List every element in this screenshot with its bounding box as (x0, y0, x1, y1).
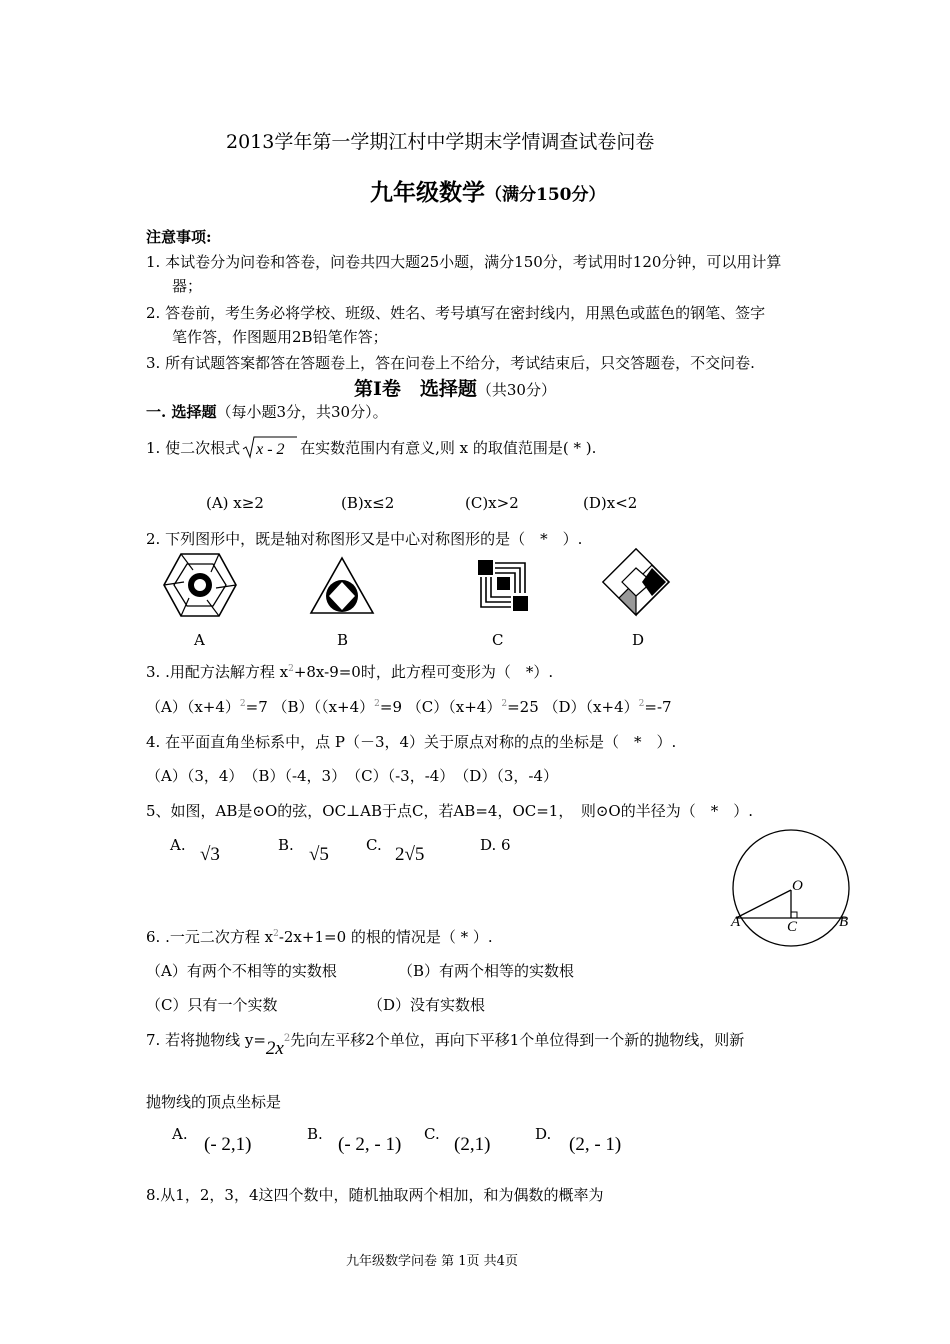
q6-option-b: （B）有两个相等的实数根 (398, 962, 575, 980)
figure-d-diamond (602, 548, 670, 616)
notice-item-1: 1. 本试卷分为问卷和答卷，问卷共四大题25小题，满分150分，考试用时120分钟，可以用计算 (146, 253, 782, 271)
circle-label-b: B (839, 914, 849, 930)
q3-option-c: （C）（x+4） (406, 698, 502, 716)
figure-b-triangle (310, 557, 374, 617)
q3-option-d: （D）（x+4） (543, 698, 639, 716)
q7-line-2: 抛物线的顶点坐标是 (146, 1093, 282, 1111)
q7-option-d-value: (2, - 1) (569, 1134, 622, 1155)
exam-title: 2013学年第一学期江村中学期末学情调查试卷问卷 (226, 131, 655, 153)
circle-label-c: C (787, 919, 798, 935)
q6-text-a: 6. .一元二次方程 x (146, 928, 274, 946)
q1-radicand: x - 2 (256, 441, 285, 458)
q4-options: （A）（3，4） （B）（-4，3） （C）（-3，-4） （D）（3，-4） (146, 767, 558, 785)
q1-radical (242, 439, 298, 459)
q3-sup: 2 (288, 664, 294, 674)
q3-options (146, 696, 672, 717)
q7-expr: 2x (265, 1038, 284, 1059)
question-6 (146, 926, 493, 947)
q7-option-b: B. (307, 1125, 323, 1143)
section-title-text: 第Ⅰ卷 选择题 (354, 378, 477, 400)
q3-sup-b: 2 (374, 699, 380, 709)
q3-sup-a: 2 (239, 699, 246, 709)
q6-option-a: （A）有两个不相等的实数根 (146, 962, 337, 980)
q1-option-a: (A) x≥2 (206, 494, 264, 512)
q1-option-d: (D)x<2 (583, 494, 638, 512)
q3-option-a-end: =7 (245, 698, 268, 716)
q1-prefix: 1. 使二次根式 (146, 439, 241, 457)
q7-option-a-value: (- 2,1) (204, 1134, 252, 1155)
question-4: 4. 在平面直角坐标系中，点 P（－3，4）关于原点对称的点的坐标是（ * ）. (146, 733, 677, 751)
q5-option-b: B. (278, 836, 294, 854)
q5-option-d: D. 6 (480, 836, 511, 854)
q5-option-a-value: √3 (200, 844, 220, 865)
q7-option-d: D. (535, 1125, 552, 1143)
notice-heading: 注意事项: (146, 228, 212, 246)
section-title (354, 374, 556, 401)
q7-option-c-value: (2,1) (454, 1134, 491, 1155)
question-7 (146, 1029, 745, 1059)
question-3 (146, 661, 553, 682)
q2-label-b: B (337, 631, 349, 649)
q7-option-b-value: (- 2, - 1) (338, 1134, 402, 1155)
q7-option-a: A. (172, 1125, 188, 1143)
q7-suffix: 先向左平移2个单位，再向下平移1个单位得到一个新的抛物线，则新 (290, 1031, 745, 1049)
notice-item-2-cont: 笔作答，作图题用2B铅笔作答； (172, 328, 388, 346)
question-1 (146, 437, 596, 459)
q5-option-a: A. (170, 836, 186, 854)
question-2: 2. 下列图形中，既是轴对称图形又是中心对称图形的是（ * ）. (146, 530, 583, 548)
subtitle-text: 九年级数学 (370, 179, 485, 206)
q7-expr-sup: 2 (283, 1033, 291, 1044)
q6-text-b: -2x+1=0 的根的情况是（ * ）. (278, 928, 493, 946)
q6-option-d: （D）没有实数根 (368, 996, 486, 1014)
q3-option-d-end: =-7 (644, 698, 672, 716)
q3-option-b: （B）（（x+4） (272, 698, 375, 716)
q1-option-b: (B)x≤2 (341, 494, 395, 512)
circle-label-o: O (792, 878, 803, 894)
q3-sup-d: 2 (638, 699, 645, 709)
q6-sup: 2 (273, 929, 279, 939)
q3-text-a: 3. .用配方法解方程 x (146, 663, 289, 681)
section-heading-note: （每小题3分，共30分）。 (216, 403, 388, 421)
q2-label-d: D (632, 631, 645, 649)
q5-option-b-value: √5 (309, 844, 329, 865)
subtitle-note: （满分150分） (485, 185, 606, 205)
q3-option-a: （A）（x+4） (146, 698, 240, 716)
q2-label-a: A (194, 631, 205, 649)
question-8: 8.从1，2，3，4这四个数中，随机抽取两个相加，和为偶数的概率为 (146, 1186, 604, 1204)
q5-option-c-value: 2√5 (395, 844, 425, 865)
q3-option-c-end: =25 (507, 698, 539, 716)
q7-prefix: 7. 若将抛物线 y= (146, 1031, 266, 1049)
figure-a-hexagon (163, 552, 237, 618)
page-footer: 九年级数学问卷 第 1页 共4页 (346, 1254, 518, 1269)
q2-label-c: C (492, 631, 504, 649)
q3-sup-c: 2 (501, 699, 508, 709)
q7-option-c: C. (424, 1125, 440, 1143)
q1-suffix: 在实数范围内有意义,则 x 的取值范围是( * ). (300, 439, 597, 457)
q3-text-b: +8x-9=0时，此方程可变形为（ *）. (293, 663, 554, 681)
notice-item-3: 3. 所有试题答案都答在答题卷上，答在问卷上不给分，考试结束后，只交答题卷，不交问卷. (146, 354, 755, 372)
section-title-note: （共30分） (476, 381, 556, 399)
notice-item-1-cont: 器； (172, 277, 203, 295)
q1-option-c: (C)x>2 (465, 494, 519, 512)
exam-subtitle (370, 174, 606, 207)
notice-item-2: 2. 答卷前，考生务必将学校、班级、姓名、考号填写在密封线内，用黑色或蓝色的钢笔、签字 (146, 304, 766, 322)
section-heading (146, 401, 388, 422)
section-heading-text: 一. 选择题 (146, 403, 217, 421)
circle-label-a: A (731, 914, 741, 930)
q3-option-b-end: =9 (379, 698, 403, 716)
q6-option-c: （C）只有一个实数 (146, 996, 278, 1014)
q5-option-c: C. (366, 836, 382, 854)
figure-c-squares (477, 559, 529, 613)
question-5: 5、如图，AB是⊙O的弦，OC⊥AB于点C，若AB=4，OC=1， 则⊙O的半径为（ * ）. (146, 802, 753, 820)
